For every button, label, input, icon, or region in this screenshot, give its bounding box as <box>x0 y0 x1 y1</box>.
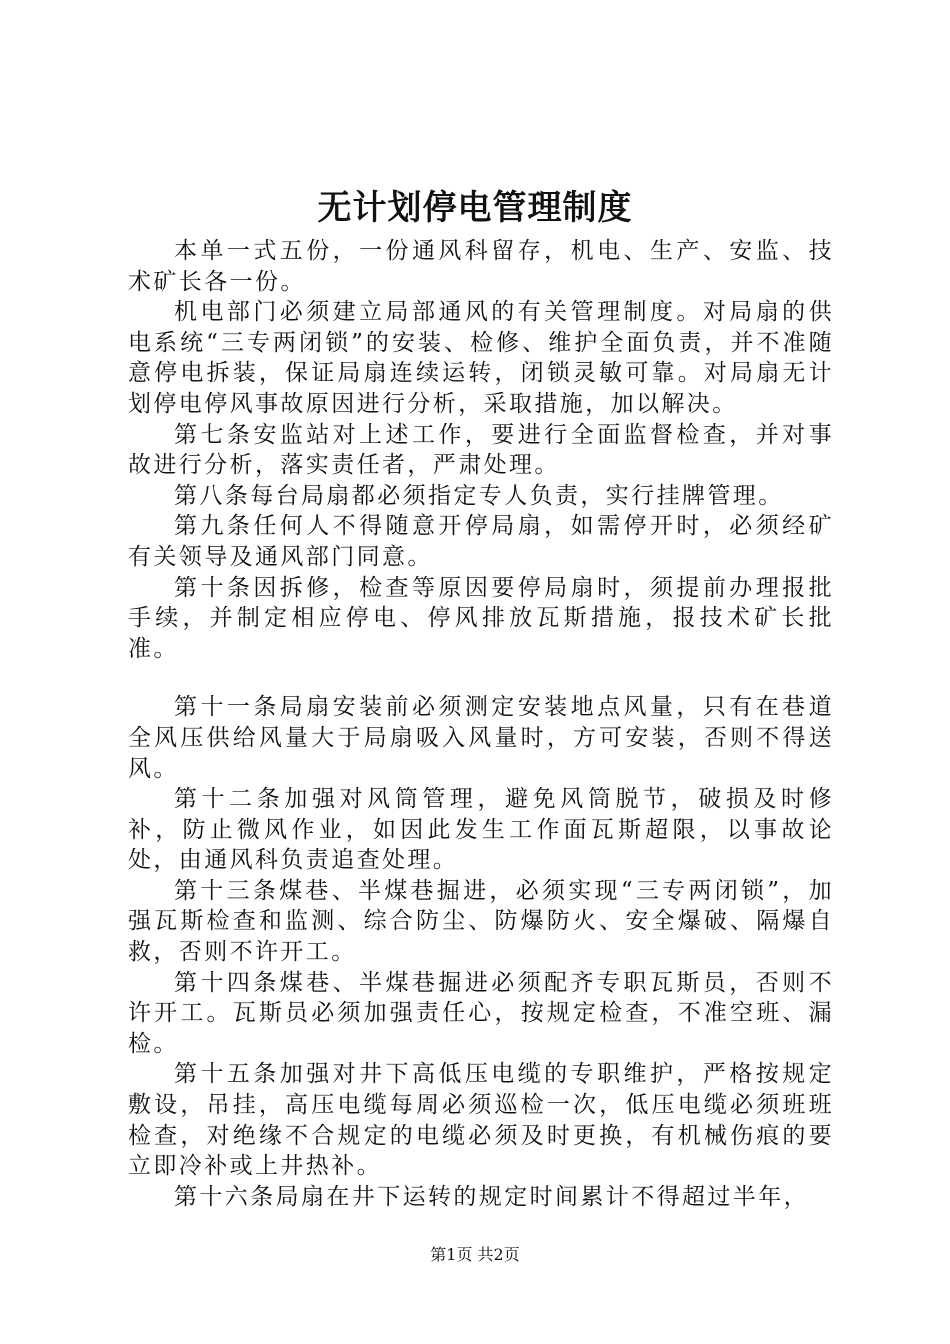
document-body <box>128 236 834 1212</box>
paragraph: 第十五条加强对井下高低压电缆的专职维护，严格按规定敷设，吊挂，高压电缆每周必须巡检一次，低压电缆必须班班检查，对绝缘不合规定的电缆必须及时更换，有机械伤痕的要立即冷补或上井热补。 <box>128 1061 834 1180</box>
paragraph: 第十三条煤巷、半煤巷掘进，必须实现“三专两闭锁”，加强瓦斯检查和监测、综合防尘、防爆防火、安全爆破、隔爆自救，否则不许开工。 <box>128 877 834 966</box>
paragraph: 第九条任何人不得随意开停局扇，如需停开时，必须经矿有关领导及通风部门同意。 <box>128 513 834 570</box>
paragraph: 第十一条局扇安装前必须测定安装地点风量，只有在巷道全风压供给风量大于局扇吸入风量时，方可安装，否则不得送风。 <box>128 694 834 782</box>
paragraph: 第十二条加强对风筒管理，避免风筒脱节，破损及时修补，防止微风作业，如因此发生工作面瓦斯超限，以事故论处，由通风科负责追查处理。 <box>128 786 834 874</box>
paragraph: 机电部门必须建立局部通风的有关管理制度。对局扇的供电系统“三专两闭锁”的安装、检修、维护全面负责，并不准随意停电拆装，保证局扇连续运转，闭锁灵敏可靠。对局扇无计划停电停风事故原因进行分析，采取措施，加以解决。 <box>128 299 834 417</box>
paragraph: 本单一式五份，一份通风科留存，机电、生产、安监、技术矿长各一份。 <box>128 238 834 295</box>
paragraph: 第七条安监站对上述工作，要进行全面监督检查，并对事故进行分析，落实责任者，严肃处理。 <box>128 421 834 479</box>
page-footer: 第1页 共2页 <box>430 1245 520 1264</box>
paragraph: 第八条每台局扇都必须指定专人负责，实行挂牌管理。 <box>174 482 784 509</box>
document-title: 无计划停电管理制度 <box>317 188 633 228</box>
paragraph: 第十六条局扇在井下运转的规定时间累计不得超过半年， <box>174 1183 809 1210</box>
paragraph: 第十四条煤巷、半煤巷掘进必须配齐专职瓦斯员，否则不许开工。瓦斯员必须加强责任心，按规定检查，不准空班、漏检。 <box>128 969 834 1057</box>
paragraph: 第十条因拆修，检查等原因要停局扇时，须提前办理报批手续，并制定相应停电、停风排放瓦斯措施，报技术矿长批准。 <box>128 574 834 662</box>
